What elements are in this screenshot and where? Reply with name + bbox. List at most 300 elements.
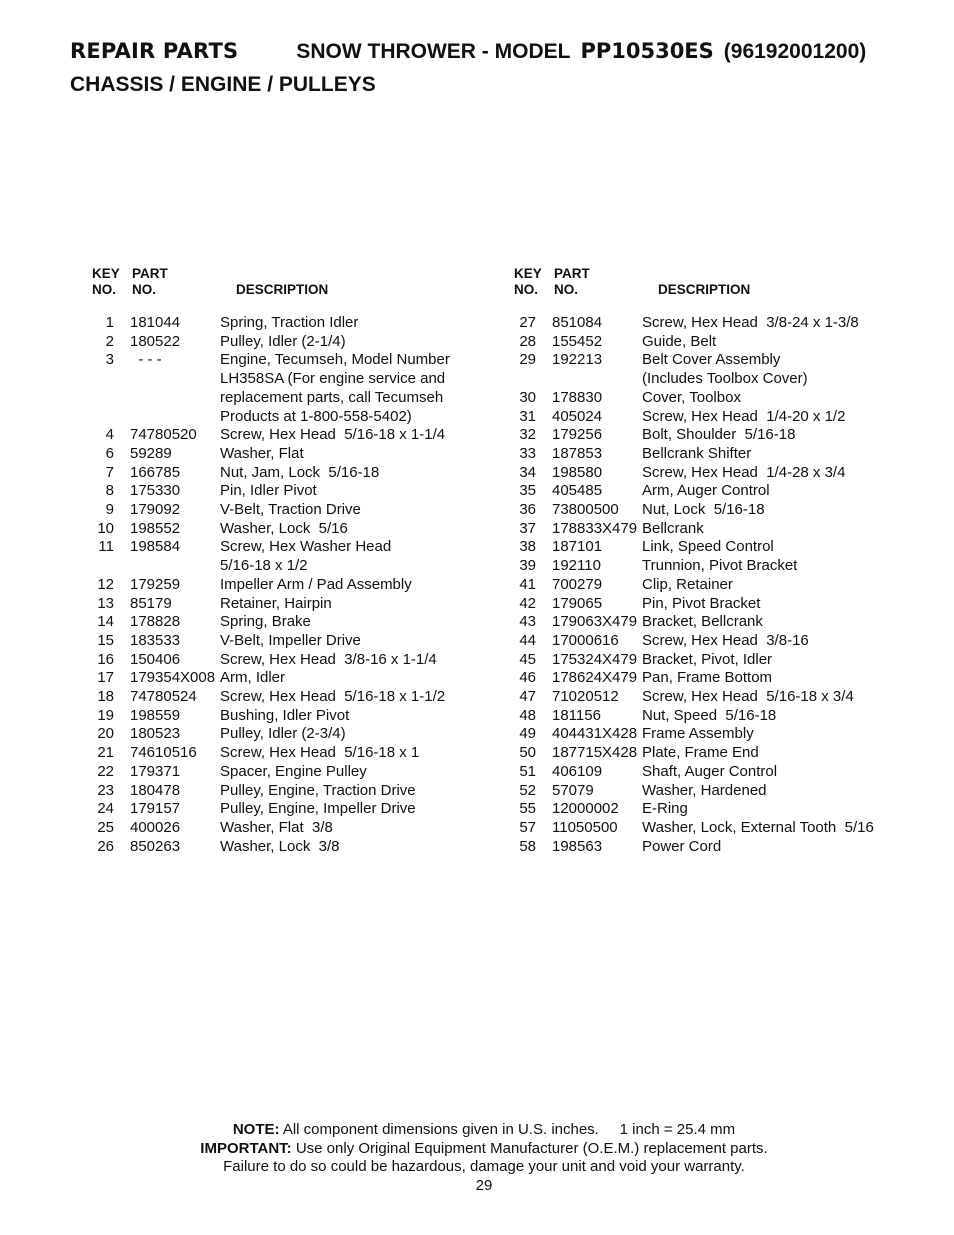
- parts-row: [90, 538, 510, 575]
- description-line: Washer, Hardened: [642, 781, 767, 799]
- part-description: [220, 314, 510, 333]
- part-number: 85179: [130, 594, 172, 612]
- part-number: 183533: [130, 631, 181, 649]
- part-number: 192213: [552, 351, 603, 369]
- parts-row: [512, 445, 932, 464]
- part-description: [642, 725, 932, 744]
- key-number: 46: [519, 669, 536, 687]
- description-line: Screw, Hex Head 5/16-18 x 1: [220, 744, 420, 762]
- key-number: 30: [519, 388, 536, 406]
- key-number: 22: [97, 762, 114, 780]
- parts-column-right: [512, 266, 932, 856]
- description-line: Frame Assembly: [642, 725, 754, 743]
- page-footer: [0, 1121, 954, 1195]
- description-line: Washer, Lock 3/8: [220, 837, 340, 855]
- key-number: 52: [519, 781, 536, 799]
- part-number: 150406: [130, 650, 181, 668]
- part-number: 180522: [130, 332, 181, 350]
- parts-row: [90, 520, 510, 539]
- parts-row: [512, 669, 932, 688]
- parts-row: [512, 838, 932, 857]
- description-line: Pulley, Engine, Traction Drive: [220, 781, 416, 799]
- note-text: All component dimensions given in U.S. inches. 1 inch = 25.4 mm: [282, 1121, 736, 1138]
- part-description: [642, 613, 932, 632]
- parts-row: [90, 314, 510, 333]
- part-number: 850263: [130, 837, 181, 855]
- part-description: [642, 538, 932, 557]
- description-line: Engine, Tecumseh, Model Number: [220, 351, 450, 369]
- parts-row: [90, 763, 510, 782]
- part-description: [642, 669, 932, 688]
- part-number: 187101: [552, 538, 603, 556]
- description-line: Guide, Belt: [642, 332, 717, 350]
- parts-row: [512, 800, 932, 819]
- key-no-header: NO.: [514, 282, 539, 297]
- description-line: Screw, Hex Head 5/16-18 x 1-1/4: [220, 426, 446, 444]
- description-line: Spacer, Engine Pulley: [220, 762, 367, 780]
- important-text: Use only Original Equipment Manufacturer (O.E.M.) replacement parts.: [295, 1139, 768, 1157]
- part-description: [642, 482, 932, 501]
- description-line: Arm, Auger Control: [642, 482, 770, 500]
- part-number: 404431X428: [552, 725, 638, 743]
- description-line: Screw, Hex Head 5/16-18 x 1-1/2: [220, 688, 446, 706]
- parts-row: [512, 576, 932, 595]
- description-line: Bushing, Idler Pivot: [220, 706, 350, 724]
- description-line: Spring, Traction Idler: [220, 314, 359, 331]
- part-description: [642, 688, 932, 707]
- part-description: [220, 669, 510, 688]
- part-description: [642, 819, 932, 838]
- key-number: 42: [519, 594, 536, 612]
- parts-row: [512, 651, 932, 670]
- part-number: 198584: [130, 538, 181, 556]
- description-line: Pin, Pivot Bracket: [642, 594, 761, 612]
- part-no-header: NO.: [554, 282, 579, 297]
- part-number: 166785: [130, 463, 181, 481]
- part-description: [642, 651, 932, 670]
- part-no-header: NO.: [132, 282, 157, 297]
- section-title: CHASSIS / ENGINE / PULLEYS: [70, 73, 376, 96]
- part-number: 179259: [130, 575, 181, 593]
- description-line: Washer, Flat 3/8: [220, 818, 333, 836]
- parts-row: [90, 688, 510, 707]
- key-number: 15: [97, 631, 114, 649]
- part-number: 12000002: [552, 800, 619, 818]
- part-description: [220, 333, 510, 352]
- part-description: [220, 763, 510, 782]
- description-line: Bellcrank Shifter: [642, 444, 752, 462]
- part-number: 74780520: [130, 426, 197, 444]
- key-number: 1: [105, 314, 114, 331]
- important-label: IMPORTANT:: [200, 1139, 292, 1157]
- description-header: DESCRIPTION: [236, 282, 329, 297]
- part-description: [642, 408, 932, 427]
- parts-row: [512, 408, 932, 427]
- part-description: [220, 351, 510, 426]
- part-number: 155452: [552, 332, 603, 350]
- key-number: 12: [97, 575, 114, 593]
- part-description: [642, 389, 932, 408]
- parts-row: [90, 333, 510, 352]
- part-description: [642, 782, 932, 801]
- description-line: LH358SA (For engine service and: [220, 370, 446, 388]
- part-description: [642, 520, 932, 539]
- parts-row: [512, 482, 932, 501]
- description-line: Screw, Hex Head 3/8-16 x 1-1/4: [220, 650, 437, 668]
- description-line: Screw, Hex Head 3/8-16: [642, 631, 809, 649]
- description-line: Washer, Lock, External Tooth 5/16: [642, 818, 874, 836]
- description-line: Clip, Retainer: [642, 575, 733, 593]
- parts-row: [90, 800, 510, 819]
- parts-row: [512, 426, 932, 445]
- parts-row: [90, 482, 510, 501]
- key-number: 7: [105, 463, 114, 481]
- description-line: Products at 1-800-558-5402): [220, 407, 412, 425]
- description-line: Washer, Lock 5/16: [220, 519, 348, 537]
- part-description: [220, 819, 510, 838]
- description-line: Arm, Idler: [220, 669, 286, 687]
- part-number: 179157: [130, 800, 181, 818]
- parts-row: [512, 314, 932, 333]
- part-description: [220, 782, 510, 801]
- part-description: [220, 651, 510, 670]
- part-description: [642, 445, 932, 464]
- description-line: Bolt, Shoulder 5/16-18: [642, 426, 796, 444]
- parts-row: [512, 520, 932, 539]
- parts-row: [512, 538, 932, 557]
- part-number: 179256: [552, 426, 603, 444]
- part-number: 17000616: [552, 631, 619, 649]
- part-description: [642, 763, 932, 782]
- parts-row: [512, 819, 932, 838]
- parts-row: [512, 389, 932, 408]
- part-description: [642, 576, 932, 595]
- description-line: Nut, Lock 5/16-18: [642, 501, 765, 519]
- description-line: 5/16-18 x 1/2: [220, 557, 308, 575]
- key-number: 51: [519, 762, 536, 780]
- description-line: Pan, Frame Bottom: [642, 669, 773, 687]
- description-line: Link, Speed Control: [642, 538, 774, 556]
- key-number: 19: [97, 706, 114, 724]
- part-description: [642, 464, 932, 483]
- key-number: 8: [105, 482, 114, 500]
- part-description: [642, 800, 932, 819]
- key-no-header: NO.: [92, 282, 117, 297]
- part-number: 406109: [552, 762, 603, 780]
- description-line: V-Belt, Impeller Drive: [220, 631, 361, 649]
- key-number: 32: [519, 426, 536, 444]
- part-description: [220, 482, 510, 501]
- description-line: Bracket, Bellcrank: [642, 613, 763, 631]
- parts-row: [512, 613, 932, 632]
- part-number: 179354X008: [130, 669, 216, 687]
- parts-list-right: [512, 314, 932, 856]
- part-number: 71020512: [552, 688, 619, 706]
- key-number: 37: [519, 519, 536, 537]
- description-line: Pulley, Idler (2-1/4): [220, 332, 346, 350]
- part-description: [220, 501, 510, 520]
- part-number: 175330: [130, 482, 181, 500]
- parts-row: [90, 782, 510, 801]
- description-line: Screw, Hex Head 1/4-20 x 1/2: [642, 407, 846, 425]
- part-header: PART: [132, 266, 168, 281]
- description-line: Trunnion, Pivot Bracket: [642, 557, 798, 575]
- key-number: 25: [97, 818, 114, 836]
- description-line: Screw, Hex Head 3/8-24 x 1-3/8: [642, 314, 859, 331]
- parts-row: [512, 744, 932, 763]
- key-number: 24: [97, 800, 114, 818]
- part-number: 179092: [130, 501, 181, 519]
- part-number: 74610516: [130, 744, 197, 762]
- part-description: [220, 838, 510, 857]
- parts-row: [512, 464, 932, 483]
- description-line: Bellcrank: [642, 519, 704, 537]
- parts-row: [512, 501, 932, 520]
- key-number: 23: [97, 781, 114, 799]
- description-line: Plate, Frame End: [642, 744, 759, 762]
- part-number: 74780524: [130, 688, 197, 706]
- page-number: 29: [475, 1176, 493, 1194]
- key-number: 55: [519, 800, 536, 818]
- key-number: 3: [105, 351, 114, 369]
- part-description: [642, 707, 932, 726]
- part-number: 700279: [552, 575, 603, 593]
- description-line: Belt Cover Assembly: [642, 351, 781, 369]
- part-description: [220, 576, 510, 595]
- column-header: [512, 266, 932, 302]
- parts-row: [512, 707, 932, 726]
- part-number: 180523: [130, 725, 181, 743]
- key-number: 44: [519, 631, 536, 649]
- part-number: 175324X479: [552, 650, 638, 668]
- description-line: Screw, Hex Head 5/16-18 x 3/4: [642, 688, 854, 706]
- parts-row: [512, 333, 932, 352]
- part-description: [220, 538, 510, 575]
- description-line: Power Cord: [642, 837, 722, 855]
- part-description: [642, 333, 932, 352]
- key-number: 43: [519, 613, 536, 631]
- note-line: [0, 1121, 954, 1140]
- parts-row: [90, 501, 510, 520]
- key-number: 47: [519, 688, 536, 706]
- description-line: Pin, Idler Pivot: [220, 482, 317, 500]
- part-description: [220, 688, 510, 707]
- part-description: [642, 426, 932, 445]
- description-line: Pulley, Engine, Impeller Drive: [220, 800, 416, 818]
- key-number: 29: [519, 351, 536, 369]
- parts-row: [90, 464, 510, 483]
- parts-row: [512, 763, 932, 782]
- page-header: [70, 36, 930, 100]
- part-number: 187853: [552, 444, 603, 462]
- part-number: 178830: [552, 388, 603, 406]
- key-number: 21: [97, 744, 114, 762]
- key-number: 36: [519, 501, 536, 519]
- description-line: Screw, Hex Head 1/4-28 x 3/4: [642, 463, 846, 481]
- key-number: 11: [98, 538, 114, 556]
- part-number: - - -: [130, 351, 162, 369]
- important-line: [0, 1140, 954, 1159]
- part-number: 11050500: [552, 818, 618, 836]
- description-header: DESCRIPTION: [658, 282, 751, 297]
- part-description: [220, 445, 510, 464]
- key-number: 58: [519, 837, 536, 855]
- part-number: 59289: [130, 444, 172, 462]
- part-number: 180478: [130, 781, 181, 799]
- part-number: 198552: [130, 519, 181, 537]
- part-number: 198559: [130, 706, 181, 724]
- key-number: 35: [519, 482, 536, 500]
- description-line: Spring, Brake: [220, 613, 311, 631]
- key-number: 14: [97, 613, 114, 631]
- part-number: 400026: [130, 818, 181, 836]
- key-number: 50: [519, 744, 536, 762]
- key-number: 16: [97, 650, 114, 668]
- repair-parts-label: REPAIR PARTS: [70, 39, 239, 63]
- description-line: Bracket, Pivot, Idler: [642, 650, 773, 668]
- parts-row: [90, 725, 510, 744]
- part-description: [220, 426, 510, 445]
- key-number: 27: [519, 314, 536, 331]
- description-line: Shaft, Auger Control: [642, 762, 778, 780]
- key-number: 26: [97, 837, 114, 855]
- key-header: KEY: [514, 266, 542, 281]
- description-line: Nut, Speed 5/16-18: [642, 706, 777, 724]
- product-title: SNOW THROWER - MODEL: [296, 40, 571, 63]
- parts-row: [90, 595, 510, 614]
- parts-row: [90, 838, 510, 857]
- parts-list-left: [90, 314, 510, 856]
- part-number: 57079: [552, 781, 594, 799]
- part-description: [642, 838, 932, 857]
- part-number: 179063X479: [552, 613, 638, 631]
- part-number: 178828: [130, 613, 181, 631]
- warning-text: Failure to do so could be hazardous, damage your unit and void your warranty.: [223, 1158, 745, 1175]
- key-number: 13: [97, 594, 114, 612]
- key-number: 33: [519, 444, 536, 462]
- part-description: [642, 501, 932, 520]
- model-code: (96192001200): [723, 40, 867, 63]
- parts-row: [90, 445, 510, 464]
- key-header: KEY: [92, 266, 120, 281]
- parts-row: [512, 595, 932, 614]
- part-number: 73800500: [552, 501, 619, 519]
- key-number: 2: [105, 332, 114, 350]
- part-number: 187715X428: [552, 744, 638, 762]
- part-description: [220, 744, 510, 763]
- key-number: 31: [519, 407, 536, 425]
- title-line: [70, 36, 930, 67]
- column-header: [90, 266, 510, 302]
- description-line: Impeller Arm / Pad Assembly: [220, 575, 412, 593]
- part-description: [642, 595, 932, 614]
- part-description: [642, 351, 932, 388]
- parts-row: [90, 651, 510, 670]
- description-line: Washer, Flat: [220, 444, 304, 462]
- part-description: [642, 314, 932, 333]
- part-description: [220, 464, 510, 483]
- part-description: [220, 632, 510, 651]
- parts-row: [512, 557, 932, 576]
- key-number: 20: [97, 725, 114, 743]
- parts-row: [90, 351, 510, 426]
- description-line: E-Ring: [642, 800, 688, 818]
- description-line: V-Belt, Traction Drive: [220, 501, 361, 519]
- part-number: 181156: [552, 706, 601, 724]
- description-line: replacement parts, call Tecumseh: [220, 388, 444, 406]
- key-number: 41: [519, 575, 536, 593]
- parts-row: [90, 632, 510, 651]
- description-line: Screw, Hex Washer Head: [220, 538, 392, 556]
- parts-row: [90, 576, 510, 595]
- parts-row: [90, 613, 510, 632]
- parts-row: [90, 744, 510, 763]
- part-description: [220, 613, 510, 632]
- part-description: [220, 725, 510, 744]
- parts-row: [512, 782, 932, 801]
- parts-row: [512, 725, 932, 744]
- key-number: 57: [519, 818, 536, 836]
- model-number: PP10530ES: [580, 39, 714, 63]
- parts-row: [512, 632, 932, 651]
- part-description: [642, 744, 932, 763]
- key-number: 39: [519, 557, 536, 575]
- key-number: 10: [97, 519, 114, 537]
- part-description: [642, 557, 932, 576]
- key-number: 4: [105, 426, 114, 444]
- key-number: 34: [519, 463, 536, 481]
- description-line: Retainer, Hairpin: [220, 594, 332, 612]
- key-number: 6: [105, 444, 114, 462]
- key-number: 18: [97, 688, 114, 706]
- part-number: 181044: [130, 314, 181, 331]
- key-number: 45: [519, 650, 536, 668]
- part-number: 178624X479: [552, 669, 638, 687]
- part-number: 198563: [552, 837, 603, 855]
- parts-row: [90, 707, 510, 726]
- note-label: NOTE:: [232, 1121, 280, 1138]
- parts-row: [90, 819, 510, 838]
- description-line: (Includes Toolbox Cover): [642, 370, 808, 388]
- description-line: Nut, Jam, Lock 5/16-18: [220, 463, 380, 481]
- parts-row: [512, 351, 932, 388]
- part-description: [642, 632, 932, 651]
- part-header: PART: [554, 266, 590, 281]
- part-number: 179065: [552, 594, 603, 612]
- part-description: [220, 595, 510, 614]
- part-description: [220, 520, 510, 539]
- key-number: 38: [519, 538, 536, 556]
- key-number: 48: [519, 706, 536, 724]
- description-line: Cover, Toolbox: [642, 388, 741, 406]
- parts-row: [512, 688, 932, 707]
- key-number: 9: [105, 501, 114, 519]
- part-number: 405485: [552, 482, 603, 500]
- parts-column-left: [90, 266, 510, 856]
- key-number: 28: [519, 332, 536, 350]
- part-number: 179371: [130, 762, 181, 780]
- parts-row: [90, 669, 510, 688]
- part-number: 198580: [552, 463, 603, 481]
- description-line: Pulley, Idler (2-3/4): [220, 725, 346, 743]
- part-number: 405024: [552, 407, 603, 425]
- part-number: 851084: [552, 314, 603, 331]
- parts-row: [90, 426, 510, 445]
- part-description: [220, 707, 510, 726]
- part-number: 192110: [552, 557, 601, 575]
- key-number: 17: [97, 669, 114, 687]
- key-number: 49: [519, 725, 536, 743]
